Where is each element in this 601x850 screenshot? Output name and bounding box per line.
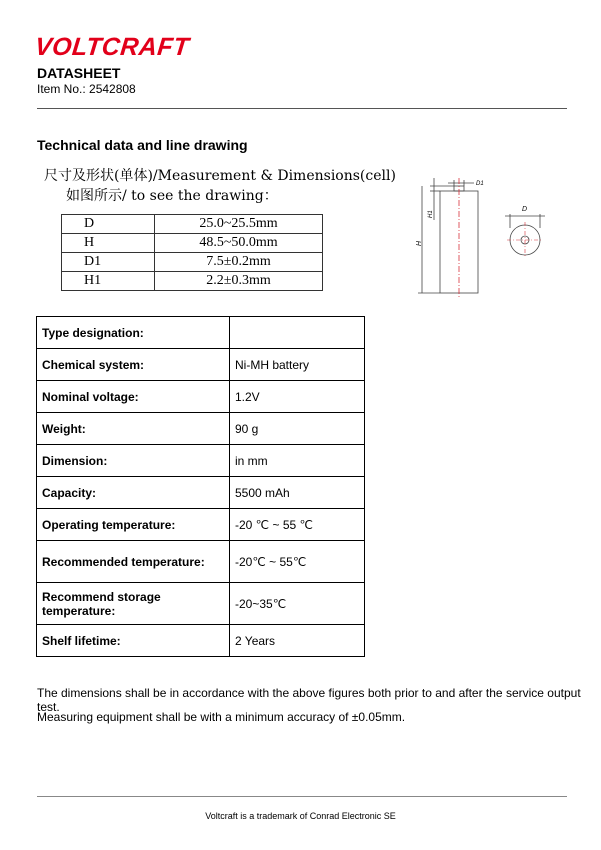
spec-table xyxy=(36,316,365,657)
section-title: Technical data and line drawing xyxy=(37,137,248,153)
spec-label: Nominal voltage: xyxy=(37,381,230,413)
dimension-key: D1 xyxy=(62,253,155,272)
dimension-row xyxy=(62,215,323,234)
spec-value: 90 g xyxy=(230,413,365,445)
spec-value: 2 Years xyxy=(230,625,365,657)
note-accuracy: Measuring equipment shall be with a minimum accuracy of ±0.05mm. xyxy=(37,710,406,724)
spec-row xyxy=(37,625,365,657)
spec-row xyxy=(37,541,365,583)
spec-label: Shelf lifetime: xyxy=(37,625,230,657)
spec-row xyxy=(37,509,365,541)
dimension-table xyxy=(61,214,323,291)
dimension-value: 7.5±0.2mm xyxy=(155,253,323,272)
spec-row xyxy=(37,381,365,413)
d1-label: D1 xyxy=(476,181,484,187)
spec-row xyxy=(37,413,365,445)
spec-value: -20 ℃ ~ 55 ℃ xyxy=(230,509,365,541)
note-dimensions: The dimensions shall be in accordance with the above figures both prior to and after the service output test. xyxy=(37,686,581,714)
spec-label: Dimension: xyxy=(37,445,230,477)
doc-type: DATASHEET xyxy=(37,65,121,81)
dimension-value: 48.5~50.0mm xyxy=(155,234,323,253)
dimension-row xyxy=(62,272,323,291)
spec-label: Operating temperature: xyxy=(37,509,230,541)
footer-divider xyxy=(37,796,567,797)
footer-trademark: Voltcraft is a trademark of Conrad Electronic SE xyxy=(205,811,396,821)
drawing-caption-line2: 如图所示/ to see the drawing： xyxy=(66,188,278,204)
spec-label: Recommend storage temperature: xyxy=(37,583,230,625)
spec-label: Type designation: xyxy=(37,317,230,349)
dimension-value: 2.2±0.3mm xyxy=(155,272,323,291)
end-view-centerlines xyxy=(507,222,543,258)
cell-side-view xyxy=(418,178,478,293)
brand-logo: VOLTCRAFT xyxy=(33,33,191,61)
spec-value: Ni-MH battery xyxy=(230,349,365,381)
spec-value: in mm xyxy=(230,445,365,477)
spec-value: 1.2V xyxy=(230,381,365,413)
spec-value xyxy=(230,317,365,349)
dimension-key: H xyxy=(62,234,155,253)
item-number: Item No.: 2542808 xyxy=(37,82,136,96)
dimension-row xyxy=(62,234,323,253)
dimension-value: 25.0~25.5mm xyxy=(155,215,323,234)
header-divider xyxy=(37,108,567,109)
spec-value: 5500 mAh xyxy=(230,477,365,509)
spec-label: Chemical system: xyxy=(37,349,230,381)
dimension-key: H1 xyxy=(62,272,155,291)
spec-value: -20~35℃ xyxy=(230,583,365,625)
spec-row xyxy=(37,317,365,349)
spec-row xyxy=(37,583,365,625)
dimension-row xyxy=(62,253,323,272)
h1-label: H1 xyxy=(428,210,434,218)
dimension-key: D xyxy=(62,215,155,234)
spec-label: Recommended temperature: xyxy=(37,541,230,583)
spec-row xyxy=(37,445,365,477)
cell-line-drawing xyxy=(410,170,560,300)
drawing-caption-line1: 尺寸及形状(单体)/Measurement & Dimensions(cell) xyxy=(44,168,396,184)
spec-value: -20℃ ~ 55℃ xyxy=(230,541,365,583)
spec-label: Capacity: xyxy=(37,477,230,509)
d-label: D xyxy=(522,206,528,213)
spec-label: Weight: xyxy=(37,413,230,445)
h-label: H xyxy=(416,240,423,246)
spec-row xyxy=(37,477,365,509)
spec-row xyxy=(37,349,365,381)
